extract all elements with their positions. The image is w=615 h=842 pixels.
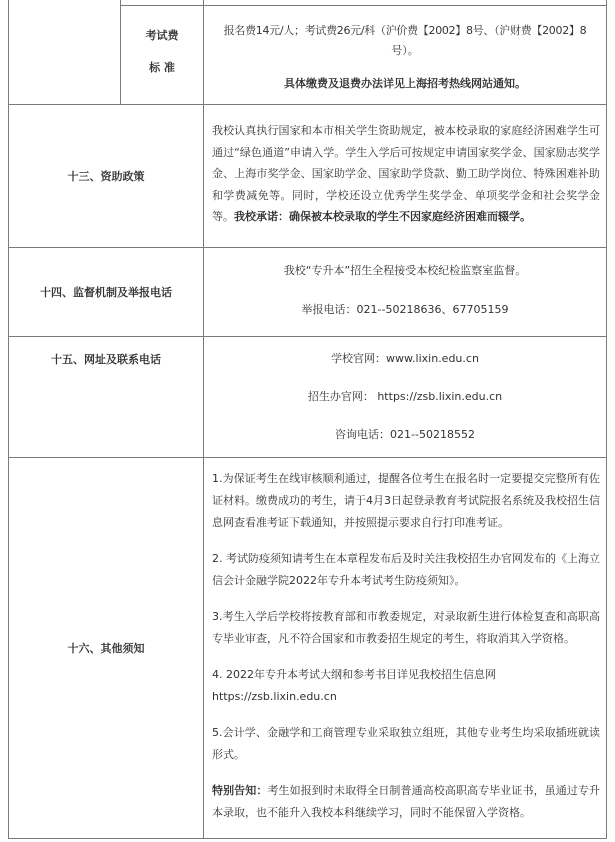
section16-label-cell bbox=[9, 458, 203, 838]
section16-special bbox=[212, 780, 600, 824]
fee-label-cell bbox=[121, 22, 203, 82]
section14-line1: 我校“专升本”招生全程接受本校纪检监察室监督。 bbox=[283, 264, 527, 277]
section14-label: 十四、监督机制及举报电话 bbox=[40, 286, 172, 299]
section16-item3: 3.考生入学后学校将按教育部和市教委规定，对录取新生进行体检复查和高职高专毕业审查，凡不符合国家和市教委招生规定的考生，将取消其入学资格。 bbox=[212, 610, 600, 645]
section15-website: 学校官网：www.lixin.edu.cn bbox=[331, 352, 479, 365]
section16-item4-line2: https://zsb.lixin.edu.cn bbox=[212, 690, 337, 703]
row-divider bbox=[120, 5, 607, 6]
fee-text-line2: 号）。 bbox=[391, 44, 419, 57]
section15-label-cell bbox=[9, 337, 203, 381]
fee-label-line1: 考试费 bbox=[145, 29, 179, 42]
section13-promise: 我校承诺：确保被本校录取的学生不因家庭经济困难而辍学。 bbox=[234, 210, 531, 223]
section13-body: 我校认真执行国家和本市相关学生资助规定，被本校录取的家庭经济困难学生可通过“绿色通道”申请入学。学生入学后可按规定申请国家奖学金、国家励志奖学金、上海市奖学金、国家助学金、国家助学贷款、勤工助学岗位、特殊困难补助和学费减免等。同时，学校还设立优秀学生奖学金、单项奖学金和社会奖学金等。 bbox=[212, 124, 600, 223]
section15-content bbox=[204, 348, 606, 446]
section16-special-text: 考生如报到时未取得全日制普通高校高职高专毕业证书，虽通过专升本录取，也不能升入我校本科继续学习，同时不能保留入学资格。 bbox=[212, 784, 601, 819]
section16-item5: 5.会计学、金融学和工商管理专业采取独立组班，其他专业考生均采取插班就读形式。 bbox=[212, 726, 600, 761]
section15-label: 十五、网址及联系电话 bbox=[51, 353, 161, 366]
section15-phone: 咨询电话：021--50218552 bbox=[335, 428, 475, 441]
section13-content bbox=[212, 120, 600, 228]
row-divider bbox=[8, 838, 607, 839]
section15-admission-site: 招生办官网： https://zsb.lixin.edu.cn bbox=[307, 390, 503, 403]
section16-item4-line1: 4. 2022年专升本考试大纲和参考书目详见我校招生信息网 bbox=[212, 668, 496, 681]
fee-label-line2: 标 准 bbox=[149, 61, 175, 74]
fee-notice: 具体缴费及退费办法详见上海招考热线网站通知。 bbox=[284, 77, 526, 90]
table-right-border bbox=[606, 0, 607, 839]
section16-label: 十六、其他须知 bbox=[67, 642, 145, 655]
fee-content bbox=[208, 20, 602, 95]
section14-content bbox=[204, 260, 606, 321]
section16-special-label: 特别告知： bbox=[212, 784, 268, 797]
fee-text-line1: 报名费14元/人；考试费26元/科（沪价费【2002】8号、（沪财费【2002】8 bbox=[223, 24, 587, 37]
section13-label: 十三、资助政策 bbox=[67, 170, 145, 183]
section16-content bbox=[212, 468, 600, 824]
section14-label-cell bbox=[9, 248, 203, 336]
section16-item1: 1.为保证考生在线审核顺利通过，提醒各位考生在报名时一定要提交完整所有佐证材料。缴费成功的考生，请于4月3日起登录教育考试院报名系统及我校招生信息网查看准考证下载通知，并按照提示要求自行打印准考证。 bbox=[212, 472, 600, 529]
section13-label-cell bbox=[9, 105, 203, 247]
section14-line2: 举报电话：021--50218636、67705159 bbox=[301, 303, 509, 316]
section16-item2: 2. 考试防疫须知请考生在本章程发布后及时关注我校招生办官网发布的《上海立信会计金融学院2022年专升本考试考生防疫须知》。 bbox=[212, 552, 600, 587]
